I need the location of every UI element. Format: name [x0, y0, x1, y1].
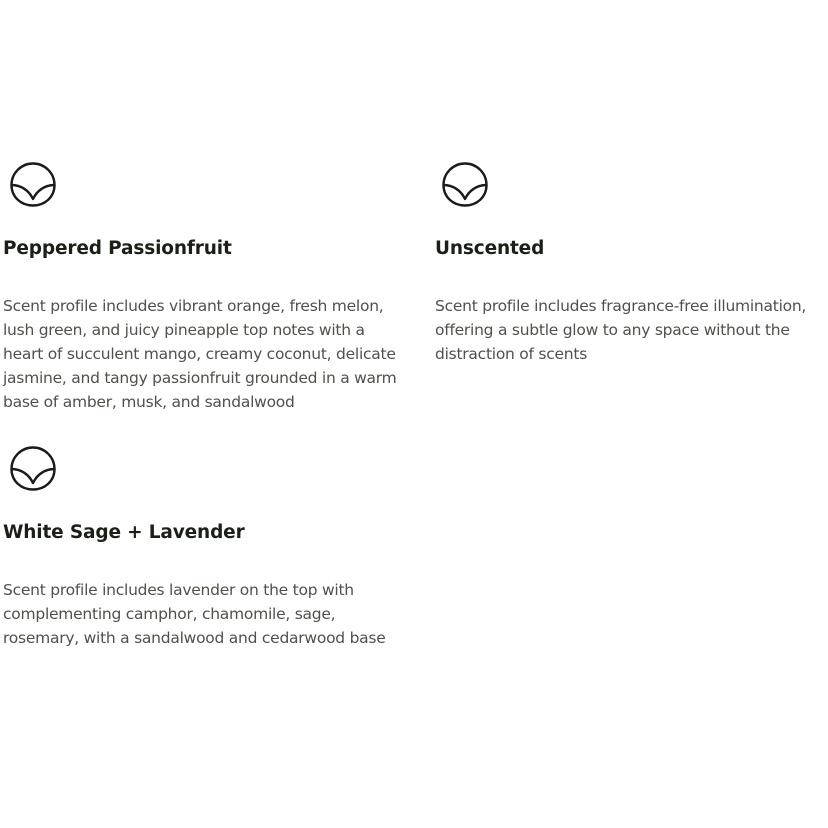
lotus-bowl-icon [439, 158, 491, 210]
scent-title: White Sage + Lavender [3, 522, 245, 543]
lotus-bowl-icon [7, 158, 59, 210]
lotus-bowl-icon [7, 442, 59, 494]
scent-description: Scent profile includes lavender on the top with complementing camphor, chamomile, sage, rosemary, with a sandalwood and cedarwood base [3, 581, 386, 647]
scent-description: Scent profile includes fragrance-free illumination, offering a subtle glow to any space without the distraction of scents [435, 297, 807, 363]
scent-description: Scent profile includes vibrant orange, fresh melon, lush green, and juicy pineapple top notes with a heart of succulent mango, creamy coconut, delicate jasmine, and tangy passionfruit grounded in a warm base of amber, musk, and sandalwood [3, 297, 397, 411]
scent-title: Unscented [435, 238, 545, 259]
scent-title: Peppered Passionfruit [3, 238, 232, 259]
